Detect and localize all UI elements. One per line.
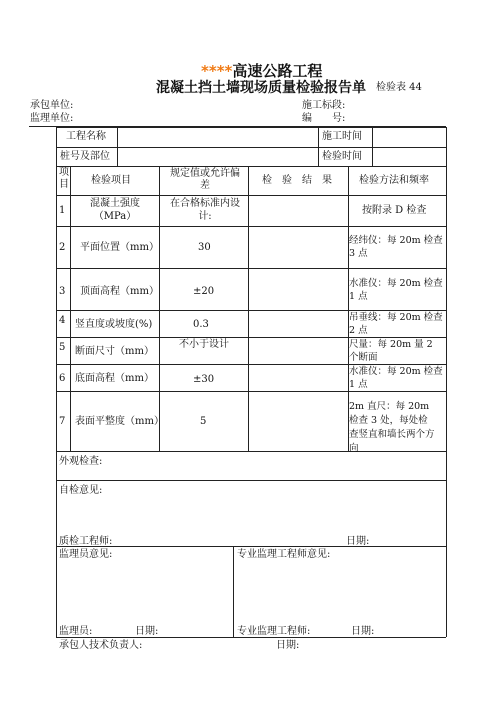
row1-spec: 在合格标准内设计: [170, 198, 240, 222]
row4-method: 吊垂线：每 20m 检查 2 点 [349, 312, 443, 336]
title-stars: **** [201, 62, 233, 80]
row7-item: 表面平整度（mm） [75, 416, 164, 427]
supervisor-sign-label: 监理员: [59, 626, 93, 637]
contractor-label: 承包单位: [30, 100, 74, 111]
row2-method: 经纬仪：每 20m 检查 3 点 [349, 235, 443, 259]
row5-no: 5 [59, 342, 66, 353]
pro-engineer-sign-label: 专业监理工程师: [237, 626, 311, 637]
appearance-check-label: 外观检查: [59, 456, 103, 467]
page-title [201, 62, 322, 80]
title-main: 高速公路工程 [232, 62, 323, 80]
row5-spec: 不小于设计 [179, 339, 229, 350]
supervisor-date-label: 日期: [135, 626, 159, 637]
row3-spec: ±20 [193, 286, 215, 297]
construction-time-label: 施工时间 [322, 131, 362, 142]
row7-no: 7 [59, 416, 66, 427]
form-number: 检验表 44 [376, 82, 422, 93]
row5-method: 尺量：每 20m 量 2 个断面 [349, 339, 433, 363]
header-method: 检验方法和频率 [359, 175, 429, 186]
row2-spec: 30 [198, 242, 211, 253]
row1-method: 按附录 D 检查 [362, 205, 427, 216]
qc-engineer-label: 质检工程师: [59, 536, 113, 547]
row6-spec: ±30 [193, 374, 215, 385]
pro-engineer-opinion-label: 专业监理工程师意见: [237, 549, 331, 560]
qc-date-label: 日期: [346, 536, 370, 547]
row2-item: 平面位置（mm） [80, 242, 159, 253]
row4-no: 4 [59, 315, 66, 326]
row1-item: 混凝土强度（MPa） [90, 198, 140, 222]
row2-no: 2 [59, 242, 66, 253]
row7-spec: 5 [200, 416, 207, 427]
contractor-tech-label: 承包人技术负责人: [59, 640, 143, 651]
row3-item: 顶面高程（mm） [80, 286, 159, 297]
row6-item: 底面高程（mm） [75, 373, 154, 384]
row7-method: 2m 直尺：每 20m 检查 3 处，每处检查竖直和墙长两个方向 [349, 401, 435, 454]
project-name-label: 工程名称 [66, 131, 106, 142]
section-label: 施工标段: [302, 100, 346, 111]
row6-method: 水准仪：每 20m 检查 1 点 [349, 366, 443, 390]
row5-item: 断面尺寸（mm） [75, 346, 154, 357]
header-item: 检验项目 [91, 175, 131, 186]
contractor-date-label: 日期: [276, 640, 300, 651]
header-no: 项目 [59, 167, 69, 190]
station-label: 桩号及部位 [60, 151, 110, 162]
header-spec: 规定值或允许偏差 [170, 168, 240, 191]
self-check-label: 自检意见: [59, 485, 103, 496]
page-subtitle: 混凝土挡土墙现场质量检验报告单 [156, 80, 366, 96]
row1-no: 1 [59, 205, 66, 216]
header-result: 检 验 结 果 [262, 175, 332, 186]
row4-spec: 0.3 [193, 319, 209, 330]
pro-engineer-date-label: 日期: [351, 626, 375, 637]
row4-item: 竖直度或坡度(%) [75, 319, 153, 330]
supervisor-unit-label: 监理单位: [30, 113, 74, 124]
supervisor-opinion-label: 监理员意见: [59, 549, 113, 560]
row3-no: 3 [59, 286, 66, 297]
inspect-time-label: 检验时间 [322, 151, 362, 162]
number-label: 编 号: [302, 113, 346, 124]
row6-no: 6 [59, 373, 66, 384]
row3-method: 水准仪：每 20m 检查 1 点 [349, 278, 443, 302]
